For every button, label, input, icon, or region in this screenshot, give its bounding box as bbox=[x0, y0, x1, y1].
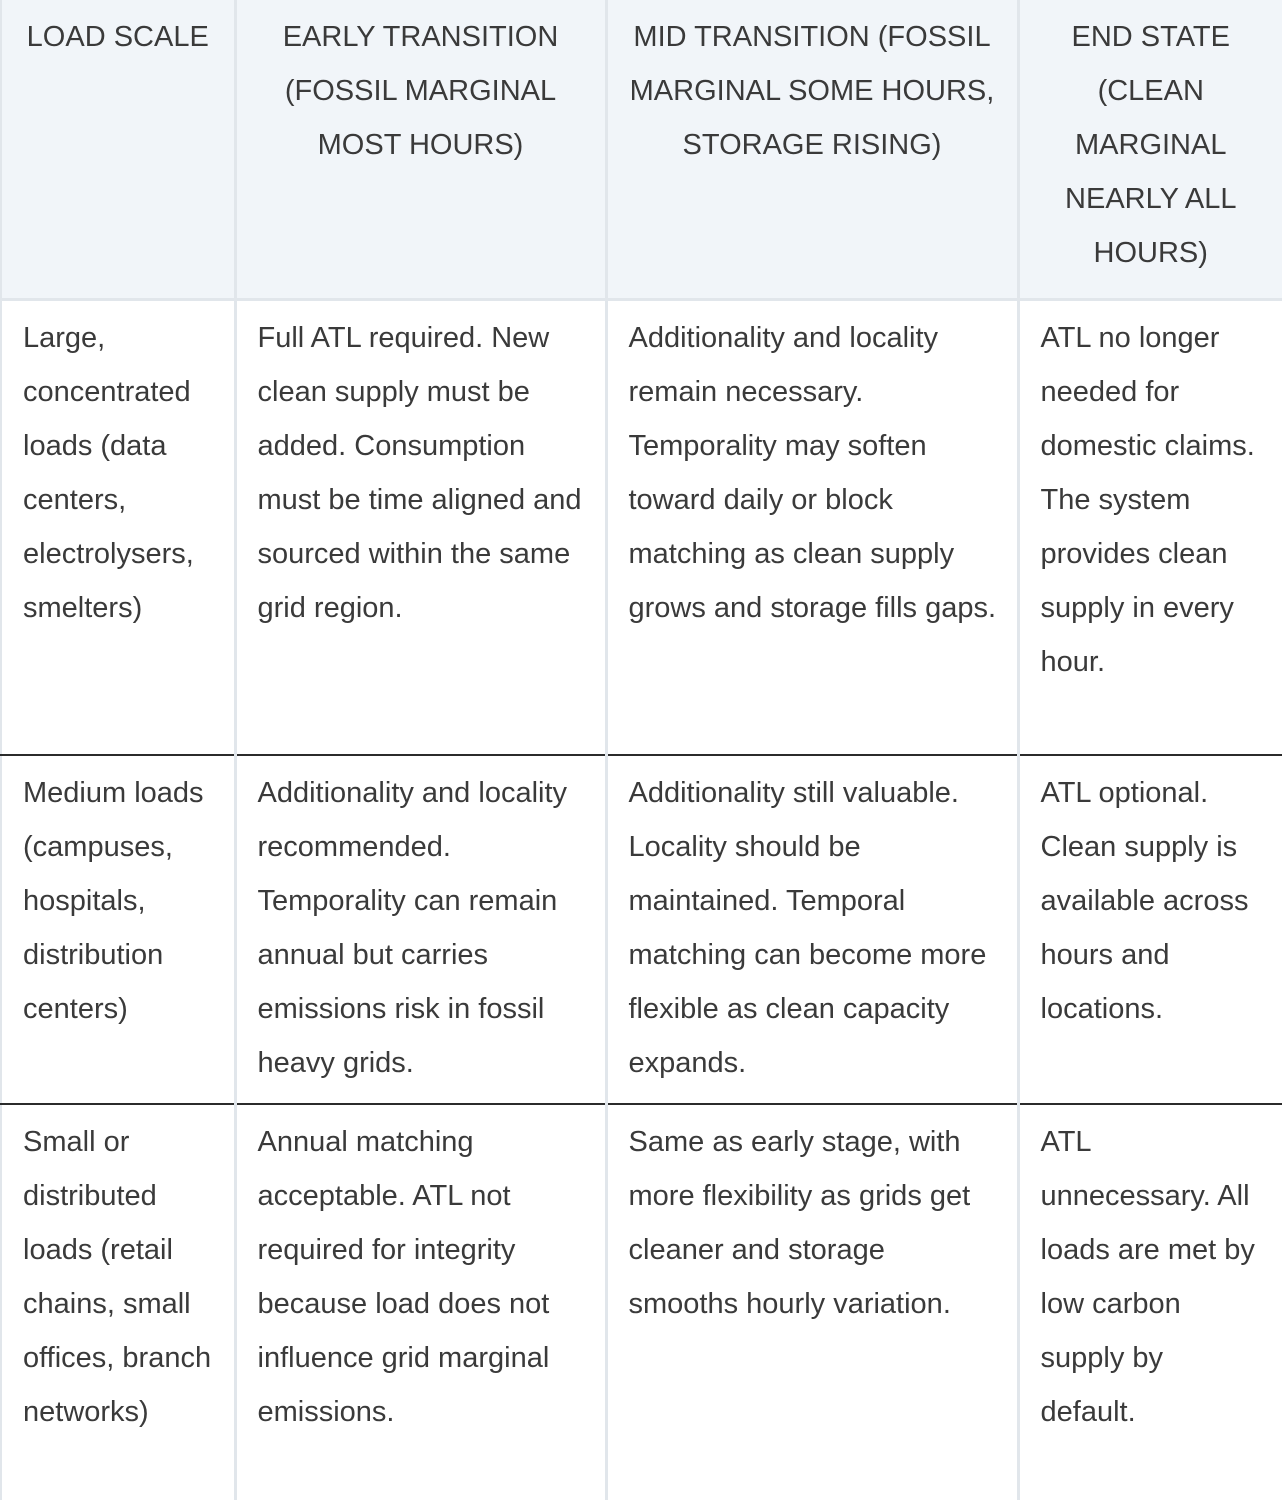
cell-load-scale: Large, concentrated loads (data centers, electrolysers, smelters) bbox=[1, 300, 235, 755]
header-load-scale: LOAD SCALE bbox=[1, 0, 235, 300]
table-row bbox=[1, 1104, 1282, 1500]
cell-mid-transition: Same as early stage, with more flexibility as grids get cleaner and storage smooths hourly variation. bbox=[606, 1104, 1018, 1500]
cell-load-scale: Medium loads (campuses, hospitals, distribution centers) bbox=[1, 755, 235, 1104]
header-end-state: END STATE (CLEAN MARGINAL NEARLY ALL HOURS) bbox=[1018, 0, 1282, 300]
cell-end-state: ATL unnecessary. All loads are met by low carbon supply by default. bbox=[1018, 1104, 1282, 1500]
cell-end-state: ATL no longer needed for domestic claims. The system provides clean supply in every hour. bbox=[1018, 300, 1282, 755]
cell-early-transition: Full ATL required. New clean supply must be added. Consumption must be time aligned and sourced within the same grid region. bbox=[235, 300, 606, 755]
header-mid-transition: MID TRANSITION (FOSSIL MARGINAL SOME HOURS, STORAGE RISING) bbox=[606, 0, 1018, 300]
header-early-transition: EARLY TRANSITION (FOSSIL MARGINAL MOST HOURS) bbox=[235, 0, 606, 300]
table-header bbox=[1, 0, 1282, 300]
cell-mid-transition: Additionality and locality remain necessary. Temporality may soften toward daily or block matching as clean supply grows and storage fills gaps. bbox=[606, 300, 1018, 755]
cell-end-state: ATL optional. Clean supply is available across hours and locations. bbox=[1018, 755, 1282, 1104]
header-row bbox=[1, 0, 1282, 300]
cell-early-transition: Additionality and locality recommended. Temporality can remain annual but carries emissions risk in fossil heavy grids. bbox=[235, 755, 606, 1104]
table-row bbox=[1, 300, 1282, 755]
cell-mid-transition: Additionality still valuable. Locality should be maintained. Temporal matching can become more flexible as clean capacity expands. bbox=[606, 755, 1018, 1104]
table-body bbox=[1, 300, 1282, 1500]
table-row bbox=[1, 755, 1282, 1104]
cell-load-scale: Small or distributed loads (retail chains, small offices, branch networks) bbox=[1, 1104, 235, 1500]
cell-early-transition: Annual matching acceptable. ATL not required for integrity because load does not influence grid marginal emissions. bbox=[235, 1104, 606, 1500]
